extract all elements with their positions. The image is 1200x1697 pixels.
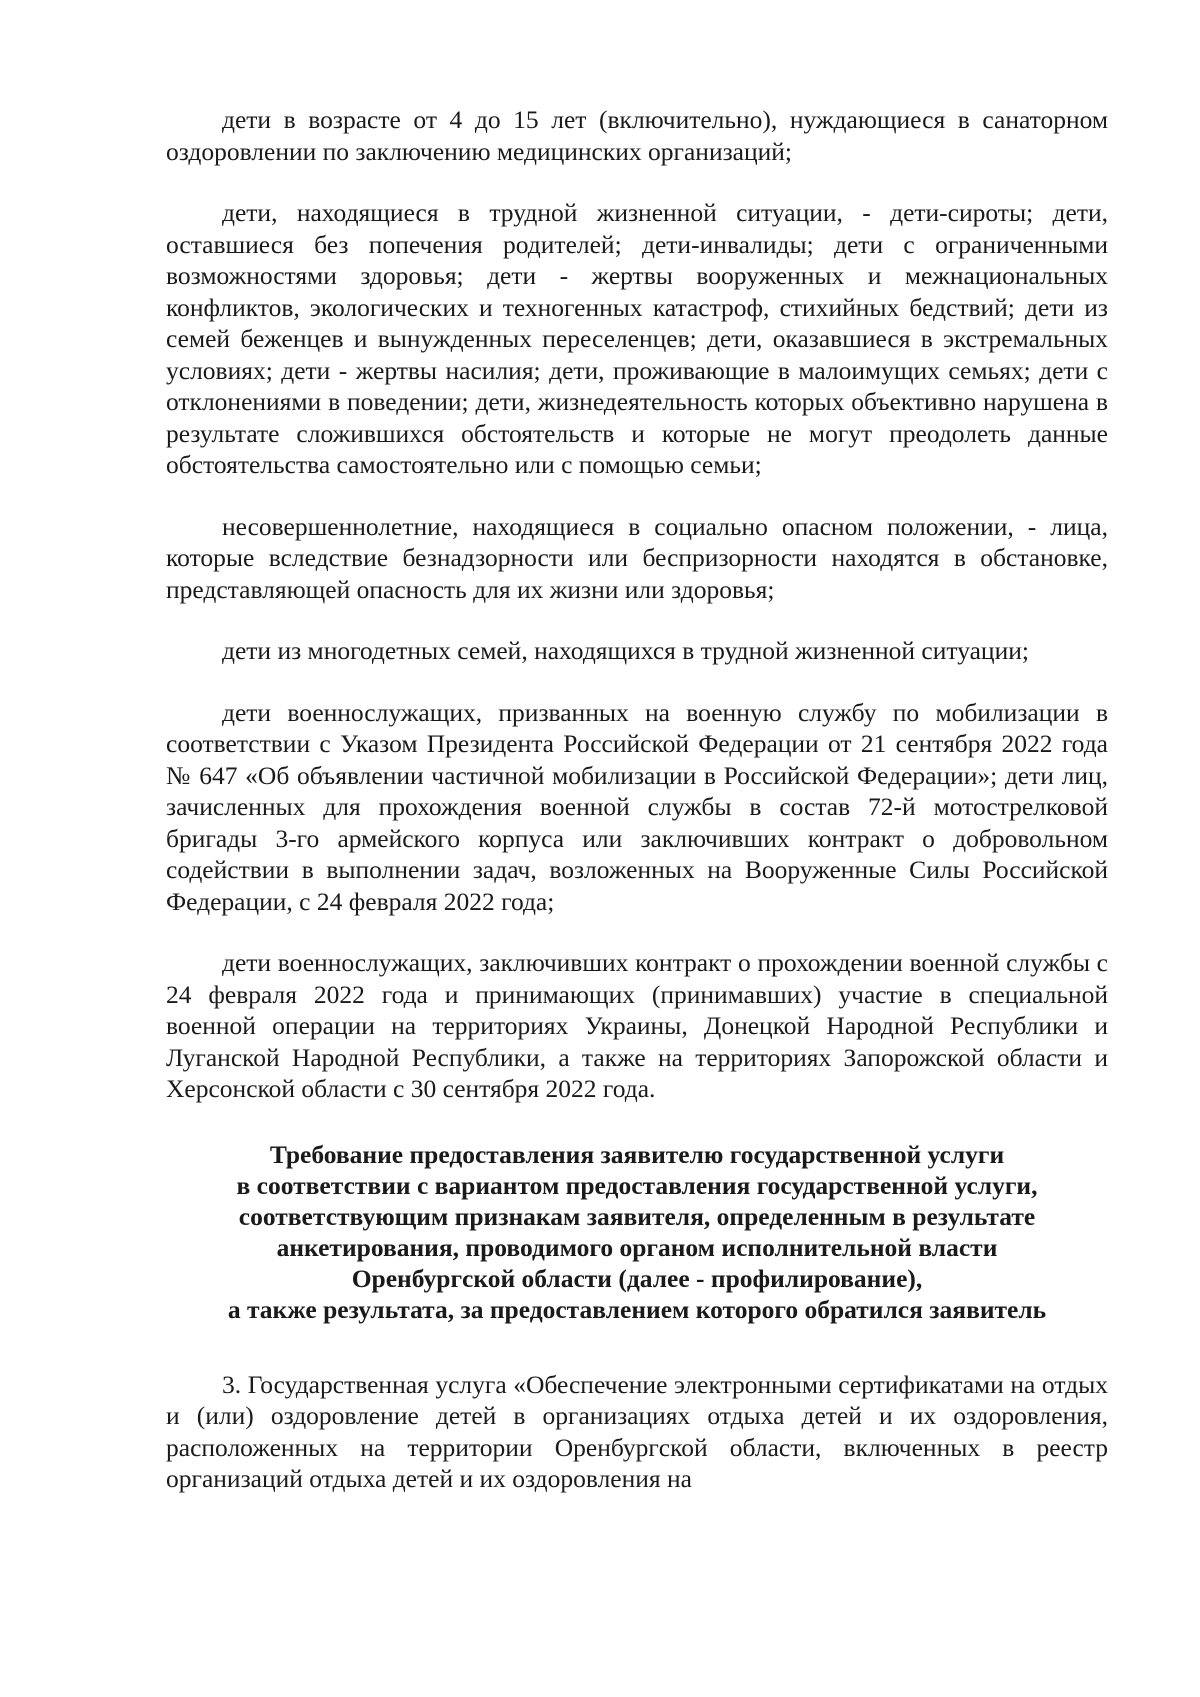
heading-line: Оренбургской области (далее - профилирование), [351,1263,923,1293]
section-heading [166,1139,1108,1325]
paragraph-mobilized-servicemen: дети военнослужащих, призванных на военную службу по мобилизации в соответствии с Указом Президента Российской Федерации от 21 сентября 2022 года № 647 «Об объявлении частичной мобилизации в Российской Федерации»; дети лиц, зачисленных для прохождения военной службы в состав 72-й мотострелковой бригады 3-го армейского корпуса или заключивших контракт о добровольном содействии в выполнении задач, возложенных на Вооруженные Силы Российской Федерации, с 24 февраля 2022 года; [166,697,1108,916]
heading-line: в соответствии с вариантом предоставления государственной услуги, [236,1170,1038,1200]
heading-line: а также результата, за предоставлением которого обратился заявитель [227,1294,1047,1324]
heading-line: Требование предоставления заявителю государственной услуги [269,1139,1005,1169]
document-page [166,104,1108,1495]
heading-line: соответствующим признакам заявителя, определенным в результате [238,1201,1036,1231]
paragraph-minors-dangerous-position: несовершеннолетние, находящиеся в социально опасном положении, - лица, которые вследствие безнадзорности или беспризорности находятся в обстановке, представляющей опасность для их жизни или здоровья; [166,511,1108,604]
paragraph-children-sanatorium: дети в возрасте от 4 до 15 лет (включительно), нуждающиеся в санаторном оздоровлении по заключению медицинских организаций; [166,105,1108,166]
paragraph-children-difficult-situation: дети, находящиеся в трудной жизненной ситуации, - дети-сироты; дети, оставшиеся без попечения родителей; дети-инвалиды; дети с ограниченными возможностями здоровья; дети - жертвы вооруженных и межнациональных конфликтов, экологических и техногенных катастроф, стихийных бедствий; дети из семей беженцев и вынужденных переселенцев; дети, оказавшиеся в экстремальных условиях; дети - жертвы насилия; дети, проживающие в малоимущих семьях; дети с отклонениями в поведении; дети, жизнедеятельность которых объективно нарушена в результате сложившихся обстоятельств и которые не могут преодолеть данные обстоятельства самостоятельно или с помощью семьи; [166,198,1108,479]
paragraph-large-families: дети из многодетных семей, находящихся в трудной жизненной ситуации; [222,636,1029,665]
heading-line: анкетирования, проводимого органом исполнительной власти [276,1232,998,1262]
paragraph-contract-servicemen: дети военнослужащих, заключивших контракт о прохождении военной службы с 24 февраля 2022 года и принимающих (принимавших) участие в специальной военной операции на территориях Украины, Донецкой Народной Республики и Луганской Народной Республики, а также на территориях Запорожской области и Херсонской области с 30 сентября 2022 года. [166,948,1108,1103]
paragraph-item-3: 3. Государственная услуга «Обеспечение электронными сертификатами на отдых и (или) оздоровление детей в организациях отдыха детей и их оздоровления, расположенных на территории Оренбургской области, включенных в реестр организаций отдыха детей и их оздоровления на [166,1369,1108,1493]
